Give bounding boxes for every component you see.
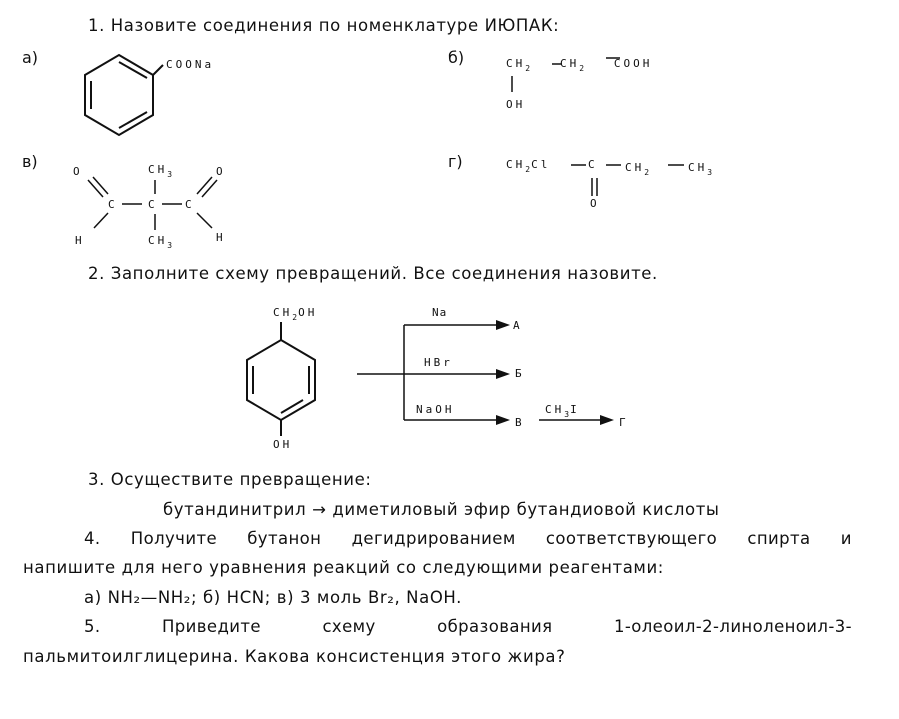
v-ch3-bottom: $CH_3$	[148, 234, 174, 250]
q1a-label: а)	[22, 48, 39, 67]
v-h-right: H	[216, 231, 226, 244]
q2-oh: OH	[273, 438, 293, 451]
q5-word: Приведите	[162, 617, 261, 636]
v-h-left: H	[75, 234, 85, 247]
q5-word: 1-олеоил-2-линоленоил-3-	[613, 617, 852, 636]
g-part3: $CH_3$	[688, 161, 714, 177]
benzene-ring-a	[85, 55, 163, 135]
q2-ch2oh: $CH_2OH$	[273, 306, 318, 322]
product-v: В	[515, 416, 525, 429]
q4-word: бутанон	[247, 529, 322, 548]
q4-line2: напишите для него уравнения реакций со следующими реагентами:	[23, 558, 664, 577]
q3-to: диметиловый эфир бутандиовой кислоты	[332, 500, 720, 519]
q5-line2: пальмитоилглицерина. Какова консистенция этого жира?	[23, 647, 566, 666]
v-o-left: O	[73, 165, 83, 178]
reagent-na: Na	[432, 306, 448, 319]
q4-word: спирта	[747, 529, 811, 548]
q1b-label: б)	[448, 48, 465, 67]
reagent-ch3i: $CH_3I$	[545, 403, 580, 419]
benzene-ring-q2	[247, 322, 315, 436]
q4-word: и	[840, 529, 852, 548]
v-ch3-top: $CH_3$	[148, 163, 174, 179]
q1g-label: г)	[448, 152, 463, 171]
q3-heading: 3. Осуществите превращение:	[88, 470, 372, 489]
q4-line1	[84, 529, 852, 548]
q5-line1	[84, 617, 852, 636]
g-o: O	[590, 197, 600, 210]
q4-word: Получите	[130, 529, 218, 548]
v-c2: C	[148, 198, 158, 211]
v-o-right: O	[216, 165, 226, 178]
product-g: Г	[619, 416, 629, 429]
v-c1: C	[108, 198, 118, 211]
formula-b-chain: $CH_2$ $CH_2$ COOH	[506, 57, 653, 73]
q4-word: соответствующего	[545, 529, 718, 548]
q5-word: 5.	[84, 617, 101, 636]
v-c3: C	[185, 198, 195, 211]
g-c: C	[588, 158, 598, 171]
q1-heading: 1. Назовите соединения по номенклатуре ИЮПАК:	[88, 16, 560, 35]
g-part2: $CH_2$	[625, 161, 651, 177]
product-a: А	[513, 319, 523, 332]
formula-b-oh: OH	[506, 98, 526, 111]
g-part1: $CH_2Cl$	[506, 158, 551, 174]
q5-word: схему	[322, 617, 376, 636]
q2-heading: 2. Заполните схему превращений. Все соединения назовите.	[88, 264, 658, 283]
q3-arrow: →	[312, 500, 327, 519]
q3-from: бутандинитрил	[163, 500, 307, 519]
q4-line3: а) NH₂—NH₂; б) HCN; в) 3 моль Br₂, NaOH.	[84, 588, 462, 607]
q4-word: 4.	[84, 529, 101, 548]
q3-transformation	[163, 500, 720, 519]
reagent-naoh: NaOH	[416, 403, 455, 416]
q1v-label: в)	[22, 152, 38, 171]
reagent-hbr: HBr	[424, 356, 453, 369]
q4-word: дегидрированием	[351, 529, 516, 548]
q5-word: образования	[437, 617, 553, 636]
product-b: Б	[515, 367, 525, 380]
coona-group: COONa	[166, 58, 215, 71]
